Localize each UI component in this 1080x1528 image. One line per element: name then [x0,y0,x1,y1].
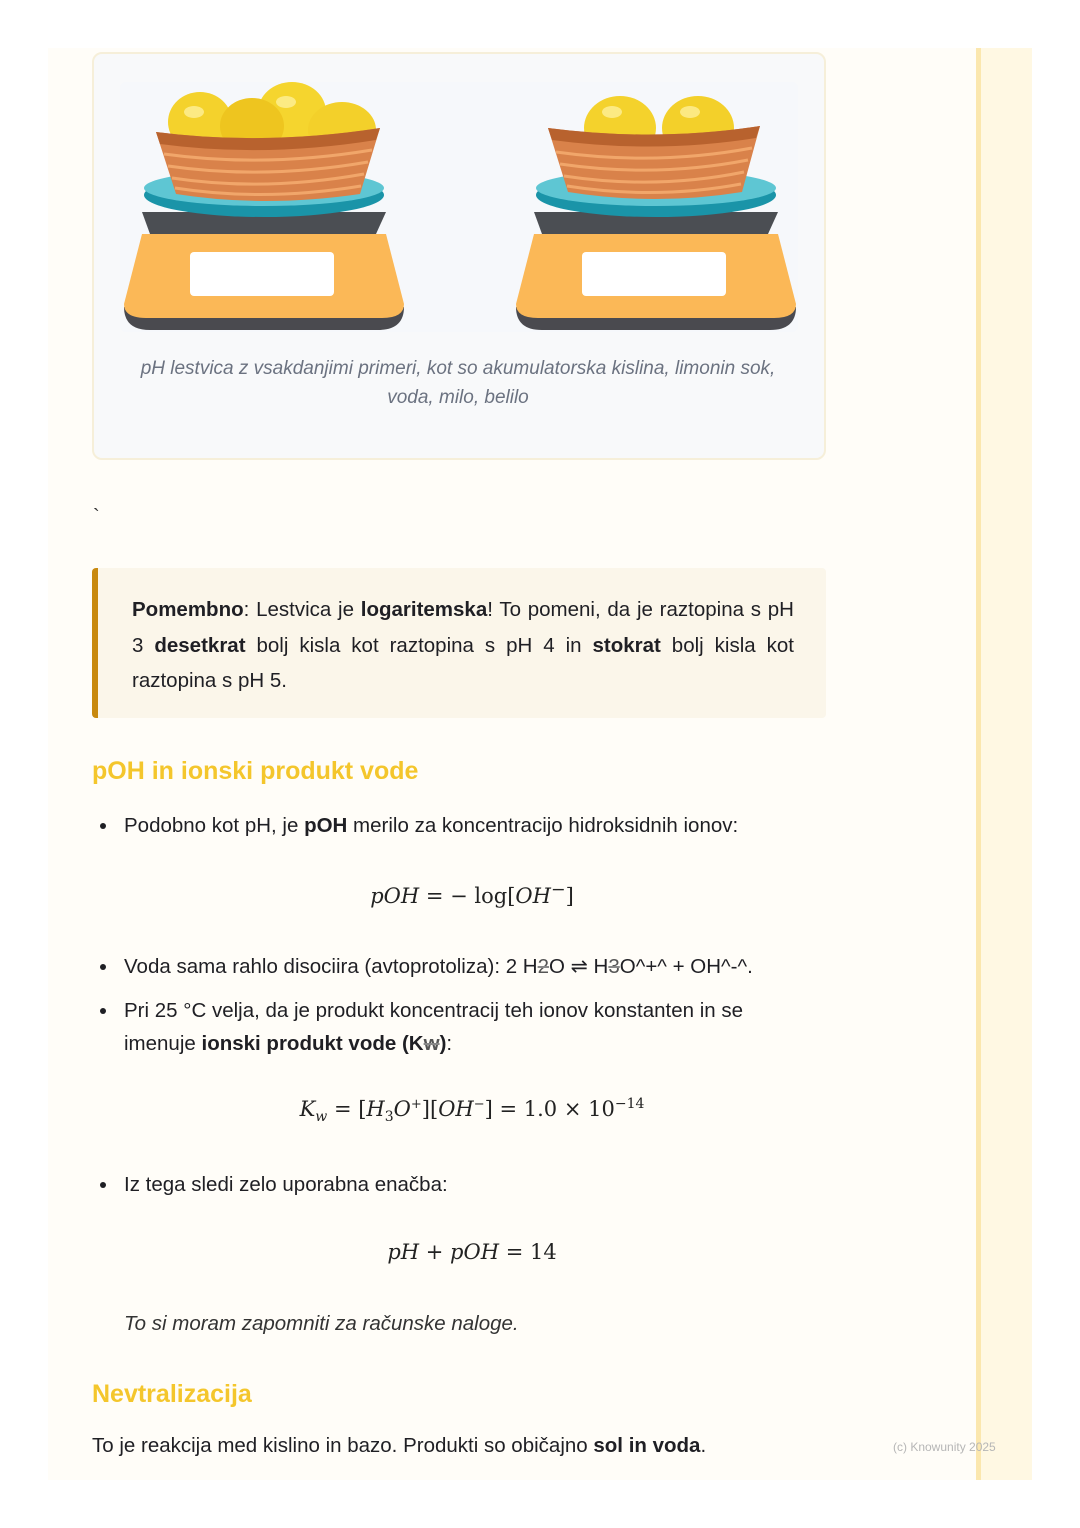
formula-term: O [393,1097,411,1121]
formula-sup: + [410,1097,422,1112]
list-item [124,950,814,983]
formula-term: = [ [327,1097,367,1121]
bullet-text: Podobno kot pH, je [124,814,305,837]
paragraph-bold: sol in voda [593,1434,701,1457]
callout-text: bolj kisla kot raztopina s pH 5. [132,633,794,692]
bullet-bold: ionski produkt vode (K [201,1032,424,1055]
heading-neutralization: Nevtralizacija [92,1380,252,1408]
paragraph-text: . [700,1434,707,1457]
callout-text: bolj kisla kot raztopina s pH 4 in [245,633,593,657]
paragraph-neutralization [92,1434,706,1458]
formula-term: = 14 [499,1240,557,1264]
formula-sup: − [473,1097,485,1112]
list-item [124,994,814,1060]
formula-ph-poh [92,1240,852,1264]
bullet-text: Iz tega sledi zelo uporabna enačba: [124,1173,448,1196]
bullet-strike: w [423,1032,440,1055]
formula-term: pH [387,1240,420,1264]
scales-with-lemon-baskets-image [120,82,798,332]
formula-term: + [419,1240,451,1264]
formula-term: K [299,1097,316,1121]
formula-term: ] [565,884,574,908]
italic-note: To si moram zapomniti za računske naloge. [124,1312,519,1335]
bullet-strike: 3 [608,955,620,978]
bullet-text: merilo za koncentracijo hidroksidnih ionov: [347,814,739,837]
callout-text: ! To pomeni, da je raztopina s pH 3 [132,598,794,657]
callout-bold: desetkrat [154,633,246,657]
bullet-text: Pri 25 °C velja, da je produkt koncentracij teh ionov konstanten in se imenuje [124,999,743,1055]
right-basket [548,126,760,199]
callout-bold: stokrat [592,633,661,657]
formula-sub: 3 [384,1109,394,1126]
heading-poh: pOH in ionski produkt vode [92,757,419,785]
formula-sub: w [315,1109,328,1126]
formula-term: = − log[ [419,884,516,908]
bullet-text: : [446,1032,453,1055]
formula-term: pOH [370,884,420,908]
important-callout [92,568,826,718]
formula-term: ][ [421,1097,439,1121]
formula-sup: −14 [614,1096,645,1112]
bullet-bold: ) [439,1032,447,1055]
formula-term: H [366,1097,385,1121]
formula-term: OH [438,1097,474,1121]
formula-sup: − [550,880,566,900]
paragraph-text: To je reakcija med kislino in bazo. Produkti so običajno [92,1434,594,1457]
callout-bold: Pomembno [132,598,244,621]
formula-term: ] = 1.0 × 10 [484,1097,615,1121]
formula-term: pOH [450,1240,500,1264]
bullet-strike: 2 [537,955,550,978]
formula-kw [92,1096,852,1125]
callout-bold: logaritemska [360,598,488,621]
list-item [124,809,814,842]
figure-caption: pH lestvica z vsakdanjimi primeri, kot so akumulatorska kislina, limonin sok, voda, milo, belilo [140,358,776,408]
callout-text: : Lestvica je [243,598,361,621]
copyright-text: (c) Knowunity 2025 [893,1440,996,1454]
bullet-text: O ⇌ H [549,955,609,978]
bullet-text: Voda sama rahlo disociira (avtoprotoliza): 2 H [124,955,538,978]
left-basket [156,128,380,201]
stray-backtick: ` [93,506,100,528]
bullet-bold: pOH [304,814,348,837]
list-item [124,1168,814,1201]
formula-term: OH [515,884,551,908]
right-margin-bar [976,48,1032,1480]
formula-poh [92,880,852,908]
bullet-text: O^+^ + OH^-^. [619,955,753,978]
